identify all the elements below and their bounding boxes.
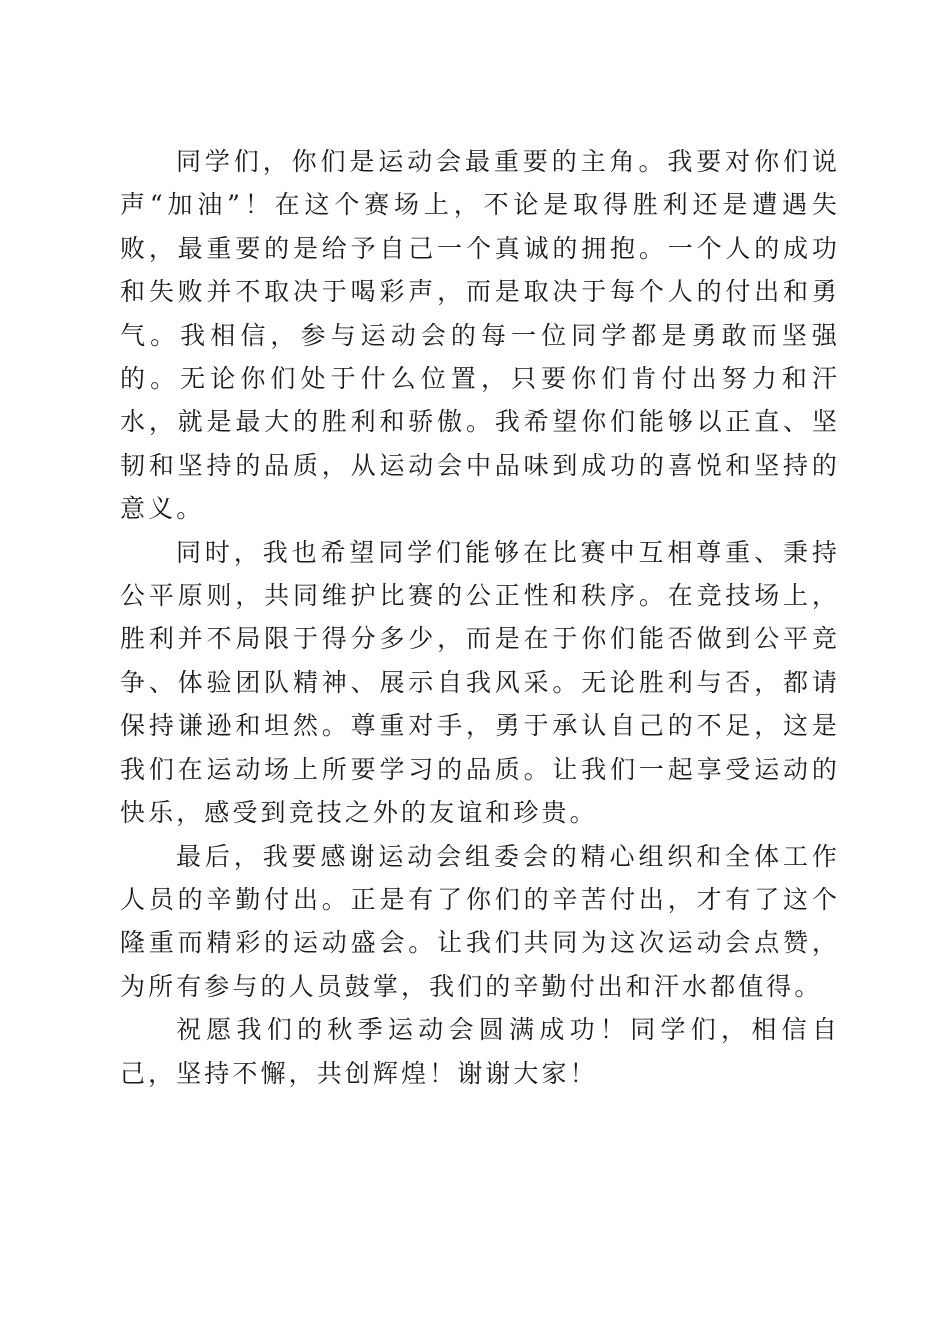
paragraph-1: 同学们，你们是运动会最重要的主角。我要对你们说声“加油”！在这个赛场上，不论是取得胜利还是遭遇失败，最重要的是给予自己一个真诚的拥抱。一个人的成功和失败并不取决于喝彩声，而是取决于每个人的付出和勇气。我相信，参与运动会的每一位同学都是勇敢而坚强的。无论你们处于什么位置，只要你们肯付出努力和汗水，就是最大的胜利和骄傲。我希望你们能够以正直、坚韧和坚持的品质，从运动会中品味到成功的喜悦和坚持的意义。 xyxy=(120,147,840,524)
document-body xyxy=(120,140,840,1095)
paragraph-2: 同时，我也希望同学们能够在比赛中互相尊重、秉持公平原则，共同维护比赛的公正性和秩序。在竞技场上，胜利并不局限于得分多少，而是在于你们能否做到公平竞争、体验团队精神、展示自我风采。无论胜利与否，都请保持谦逊和坦然。尊重对手，勇于承认自己的不足，这是我们在运动场上所要学习的品质。让我们一起享受运动的快乐，感受到竞技之外的友谊和珍贵。 xyxy=(120,537,840,828)
paragraph-3: 最后，我要感谢运动会组委会的精心组织和全体工作人员的辛勤付出。正是有了你们的辛苦付出，才有了这个隆重而精彩的运动盛会。让我们共同为这次运动会点赞，为所有参与的人员鼓掌，我们的辛勤付出和汗水都值得。 xyxy=(120,841,840,1001)
paragraph-4: 祝愿我们的秋季运动会圆满成功！同学们，相信自己，坚持不懈，共创辉煌！谢谢大家！ xyxy=(120,1015,840,1088)
